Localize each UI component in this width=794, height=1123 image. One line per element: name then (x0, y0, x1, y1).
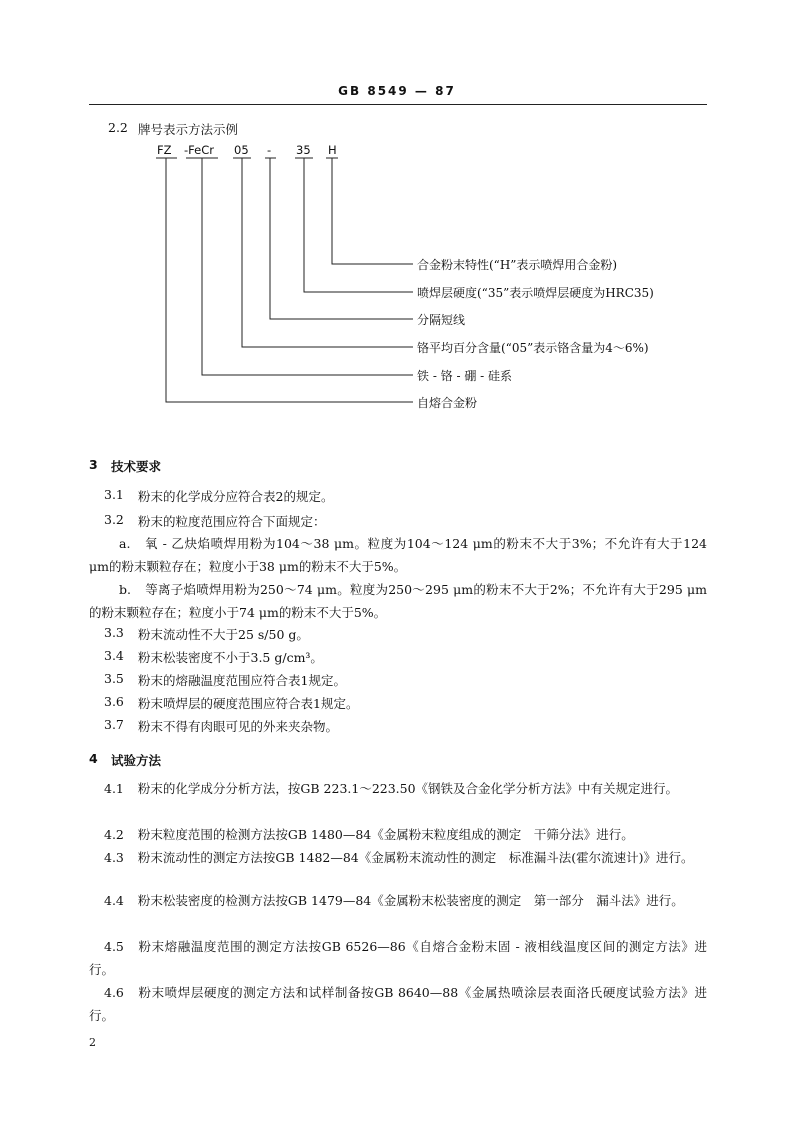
leader-35 (304, 158, 413, 292)
item-4-4 (89, 889, 707, 912)
section-4-number: 4 (89, 751, 98, 766)
item-4-6-text: 粉末喷焊层硬度的测定方法和试样制备按GB 8640—88《金属热喷涂层表面洛氏硬度试验方法》进行。 (89, 985, 707, 1023)
section-4-title: 试验方法 (111, 753, 162, 768)
standard-number-header: GB 8549 — 87 (338, 84, 456, 98)
item-3-2-a-text: 氧 - 乙炔焰喷焊用粉为104～38 μm。粒度为104～124 μm的粉末不大于3%；不允许有大于124 μm的粉末颗粒存在；粒度小于38 μm的粉末不大于5%。 (89, 536, 707, 574)
item-3-4-text: 粉末松装密度不小于3.5 g/cm³。 (138, 650, 323, 665)
section-2-2-title: 牌号表示方法示例 (138, 122, 239, 137)
item-4-1-number: 4.1 (104, 781, 124, 796)
label-separator-dash: 分隔短线 (417, 313, 466, 327)
item-4-3-number: 4.3 (104, 850, 124, 865)
item-3-4-number: 3.4 (104, 648, 124, 663)
item-4-6 (89, 981, 707, 1027)
leader-fz (166, 158, 413, 402)
label-alloy-system: 铁 - 铬 - 硼 - 硅系 (417, 369, 513, 383)
item-3-1-number: 3.1 (104, 487, 124, 502)
item-3-2-b-text: 等离子焰喷焊用粉为250～74 μm。粒度为250～295 μm的粉末不大于2%；不允许有大于295 μm的粉末颗粒存在；粒度小于74 μm的粉末不大于5%。 (89, 582, 707, 620)
item-3-1-text: 粉末的化学成分应符合表2的规定。 (138, 489, 334, 504)
item-3-2-b (89, 578, 707, 624)
item-3-2-number: 3.2 (104, 512, 124, 527)
code-h: H (328, 143, 337, 157)
item-3-6-number: 3.6 (104, 694, 124, 709)
item-4-5-number: 4.5 (104, 939, 124, 954)
item-4-4-text: 粉末松装密度的检测方法按GB 1479—84《金属粉末松装密度的测定 第一部分 漏斗法》进行。 (137, 893, 684, 908)
code-35: 35 (296, 143, 311, 157)
item-4-1 (89, 777, 707, 800)
item-4-3 (89, 846, 707, 869)
page-number: 2 (89, 1036, 96, 1049)
item-4-6-number: 4.6 (104, 985, 124, 1000)
item-4-1-text: 粉末的化学成分分析方法，按GB 223.1～223.50《钢铁及合金化学分析方法》中有关规定进行。 (137, 781, 679, 796)
item-3-2-b-number: b. (119, 582, 131, 597)
item-3-6-text: 粉末喷焊层的硬度范围应符合表1规定。 (138, 696, 359, 711)
leader-fecr (202, 158, 413, 375)
item-4-2-text: 粉末粒度范围的检测方法按GB 1480—84《金属粉末粒度组成的测定 干筛分法》进行。 (137, 827, 634, 842)
item-3-2-a-number: a. (119, 536, 131, 551)
section-3-title: 技术要求 (111, 459, 162, 474)
label-coating-hardness: 喷焊层硬度(“35”表示喷焊层硬度为HRC35) (417, 286, 654, 300)
label-alloy-property: 合金粉末特性(“H”表示喷焊用合金粉) (417, 258, 618, 272)
item-4-2 (89, 823, 707, 846)
item-3-5-text: 粉末的熔融温度范围应符合表1规定。 (138, 673, 346, 688)
item-4-5 (89, 935, 707, 981)
section-2-2-number: 2.2 (108, 120, 128, 135)
item-3-7-text: 粉末不得有肉眼可见的外来夹杂物。 (138, 719, 339, 734)
item-4-3-text: 粉末流动性的测定方法按GB 1482—84《金属粉末流动性的测定 标准漏斗法(霍尔流速计)》进行。 (137, 850, 694, 865)
item-3-2-text: 粉末的粒度范围应符合下面规定： (138, 514, 326, 529)
code-dash: - (267, 143, 272, 157)
item-3-7-number: 3.7 (104, 717, 124, 732)
leader-dash (270, 158, 413, 319)
item-4-4-number: 4.4 (104, 893, 124, 908)
item-4-2-number: 4.2 (104, 827, 124, 842)
leader-h (332, 158, 413, 264)
code-05: 05 (234, 143, 249, 157)
item-4-5-text: 粉末熔融温度范围的测定方法按GB 6526—86《自熔合金粉末固 - 液相线温度区间的测定方法》进行。 (89, 939, 707, 977)
label-chromium-content: 铬平均百分含量(“05”表示铬含量为4～6%) (417, 341, 649, 355)
section-3-number: 3 (89, 457, 98, 472)
item-3-3-text: 粉末流动性不大于25 s/50 g。 (138, 627, 309, 642)
label-self-fluxing-powder: 自熔合金粉 (417, 396, 478, 410)
item-3-2-a (89, 532, 707, 578)
item-3-3-number: 3.3 (104, 625, 124, 640)
code-fz: FZ (157, 143, 172, 157)
item-3-5-number: 3.5 (104, 671, 124, 686)
code-fecr: -FeCr (184, 143, 214, 157)
